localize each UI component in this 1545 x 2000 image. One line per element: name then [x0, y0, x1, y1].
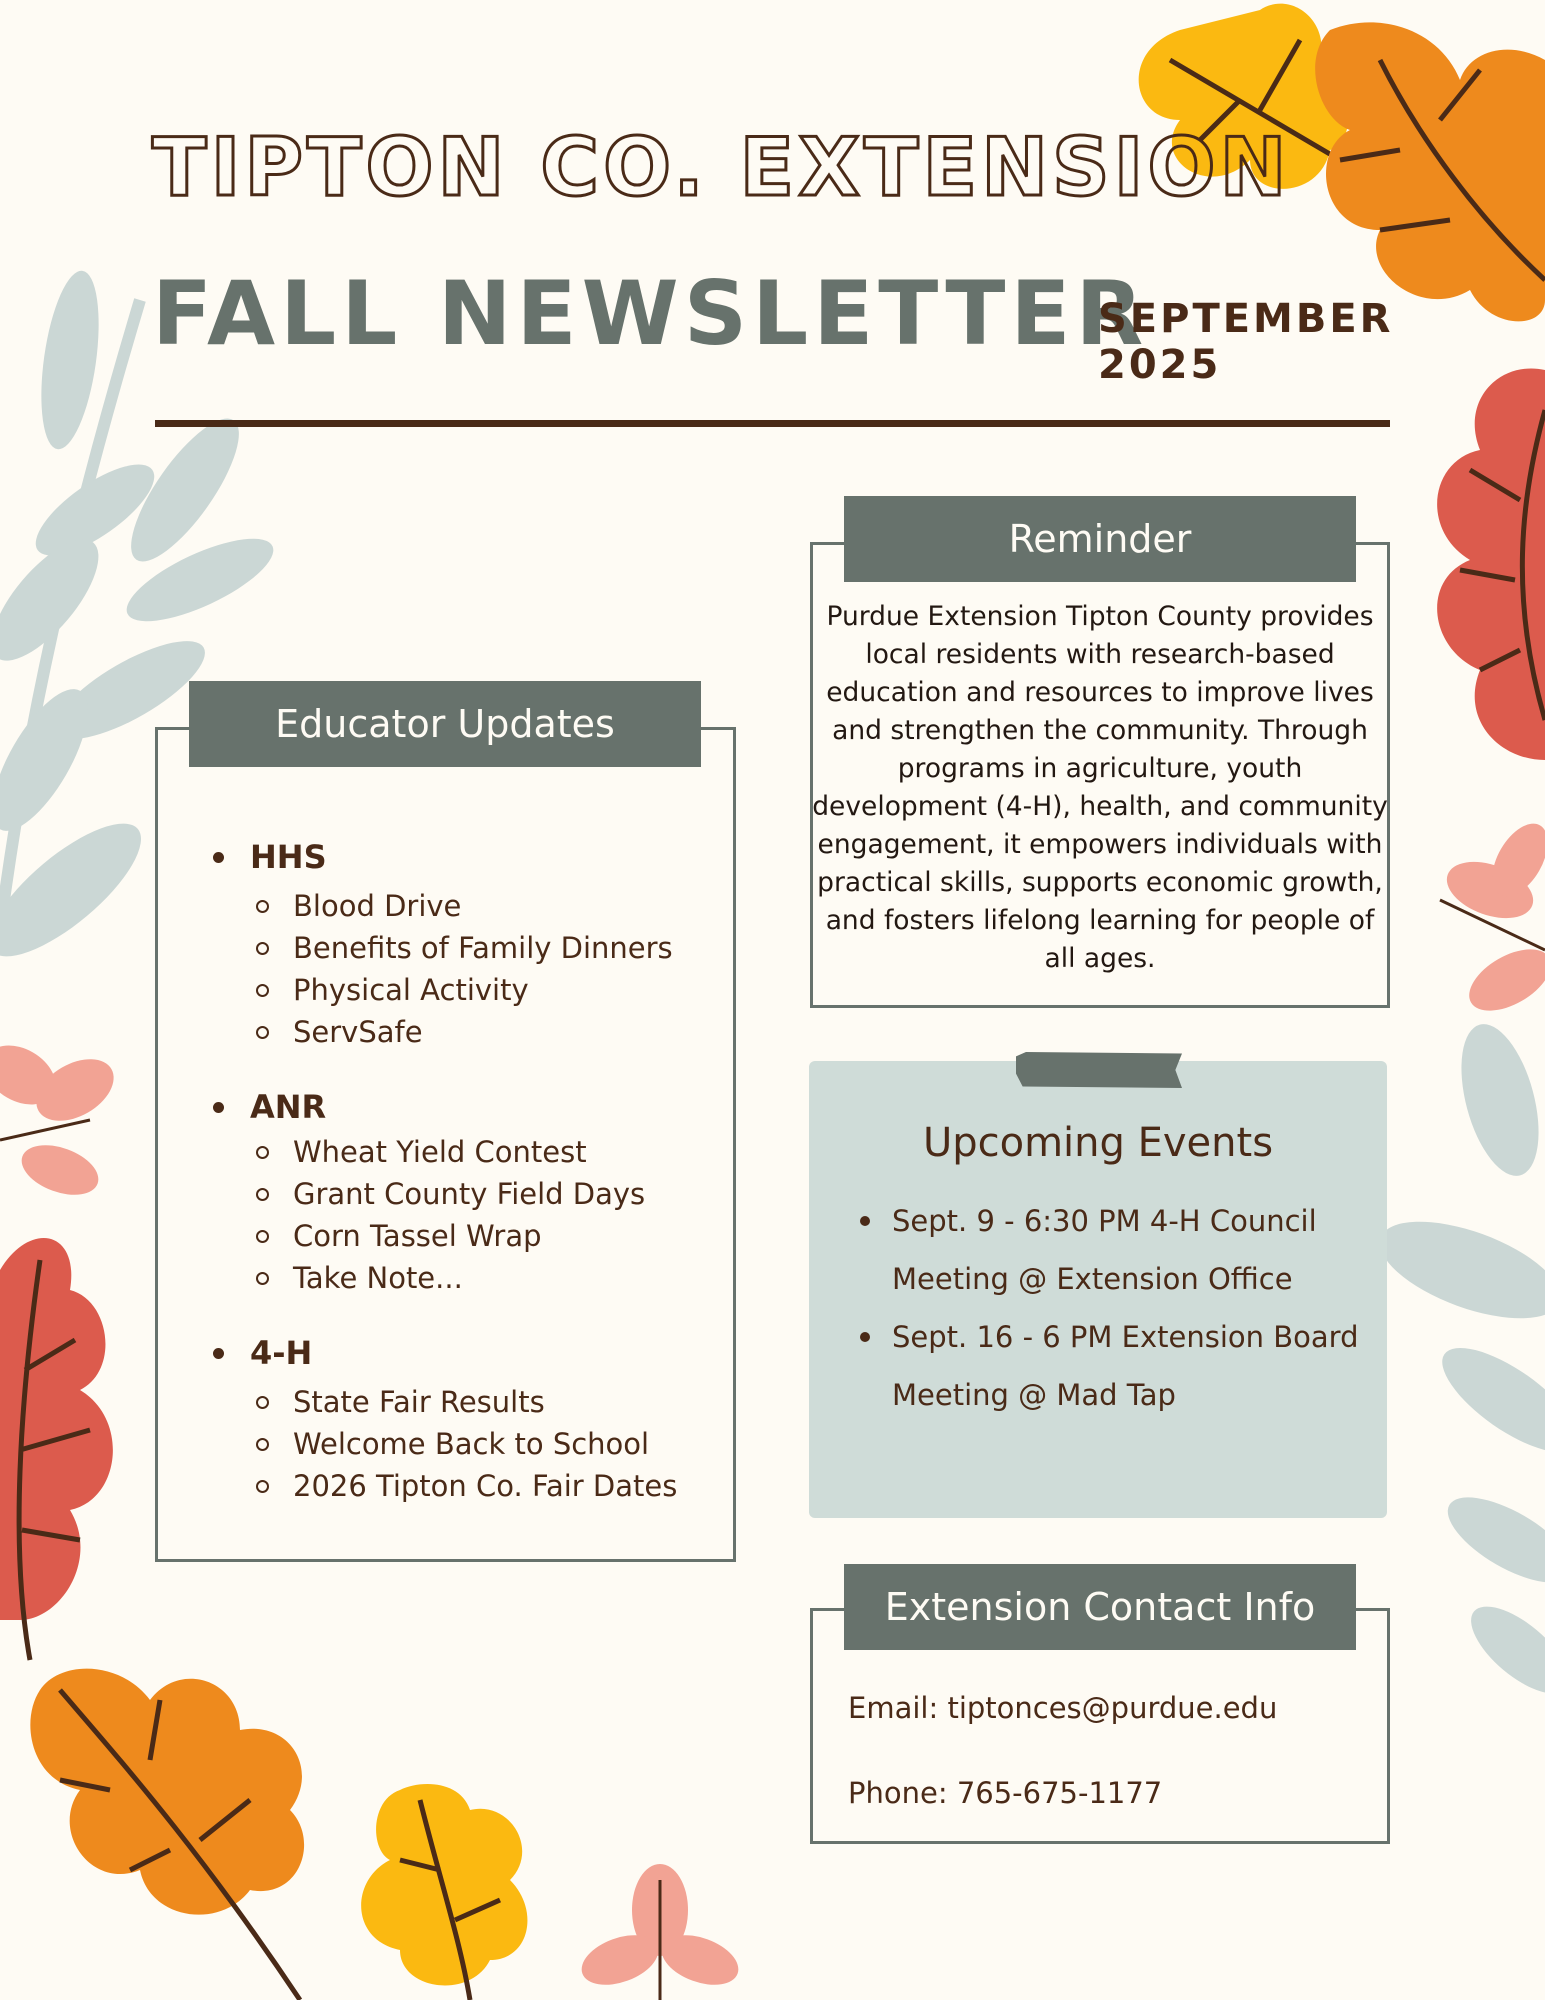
pink-sprig-bottom-icon	[575, 1864, 745, 2000]
contact-phone[interactable]: Phone: 765-675-1177	[848, 1776, 1163, 1810]
list-item: Welcome Back to School	[208, 1423, 728, 1465]
educator-updates-heading: Educator Updates	[189, 681, 701, 767]
list-item: Wheat Yield Contest	[208, 1131, 728, 1173]
red-oak-leaf-left-icon	[0, 1238, 113, 1660]
section-anr	[208, 1085, 728, 1299]
pink-sprig-left-icon	[0, 1033, 124, 1204]
list-item: Benefits of Family Dinners	[208, 927, 728, 969]
orange-oak-leaf-bottom-icon	[30, 1669, 304, 2000]
list-item: State Fair Results	[208, 1381, 728, 1423]
list-item: Physical Activity	[208, 969, 728, 1011]
header-divider	[155, 420, 1390, 427]
contact-info-heading: Extension Contact Info	[844, 1564, 1356, 1650]
orange-oak-leaf-icon	[1315, 22, 1545, 321]
list-item: Blood Drive	[208, 885, 728, 927]
section-title: HHS	[208, 835, 728, 879]
sub-list	[208, 1131, 728, 1299]
newsletter-title: FALL NEWSLETTER	[152, 262, 1149, 365]
pink-sprig-right-icon	[1439, 814, 1545, 1023]
issue-year: 2025	[1098, 342, 1222, 388]
yellow-oak-leaf-bottom-icon	[361, 1784, 527, 2000]
educator-updates-list	[208, 835, 728, 1539]
event-item: Sept. 16 - 6 PM Extension Board Meeting @ Mad Tap	[855, 1308, 1375, 1424]
list-item: Corn Tassel Wrap	[208, 1215, 728, 1257]
red-oak-leaf-icon	[1437, 368, 1545, 760]
list-item: ServSafe	[208, 1011, 728, 1053]
reminder-body: Purdue Extension Tipton County provides local residents with research-based education and resources to improve lives and strengthen the community. Through programs in agriculture, youth development (4-H), health, and community engagement, it empowers individuals with practical skills, supports economic growth, and fosters lifelong learning for people of all ages.	[812, 601, 1388, 974]
event-item: Sept. 9 - 6:30 PM 4-H Council Meeting @ Extension Office	[855, 1192, 1375, 1308]
list-item: Grant County Field Days	[208, 1173, 728, 1215]
section-hhs	[208, 835, 728, 1053]
newsletter-org-title: TIPTON CO. EXTENSION	[152, 121, 1291, 214]
sub-list	[208, 1381, 728, 1507]
section-title: ANR	[208, 1085, 728, 1129]
list-item: 2026 Tipton Co. Fair Dates	[208, 1465, 728, 1507]
upcoming-events-list	[855, 1192, 1375, 1424]
issue-month: SEPTEMBER	[1098, 296, 1394, 342]
grey-branch-right-icon	[1368, 1016, 1545, 1709]
issue-date	[1098, 296, 1393, 388]
upcoming-events-heading: Upcoming Events	[922, 1120, 1274, 1166]
section-4h	[208, 1331, 728, 1507]
tape-decoration-icon	[1016, 1052, 1182, 1088]
reminder-heading: Reminder	[844, 496, 1356, 582]
sub-list	[208, 885, 728, 1053]
section-title: 4-H	[208, 1331, 728, 1375]
list-item: Take Note...	[208, 1257, 728, 1299]
contact-email[interactable]: Email: tiptonces@purdue.edu	[848, 1691, 1278, 1725]
